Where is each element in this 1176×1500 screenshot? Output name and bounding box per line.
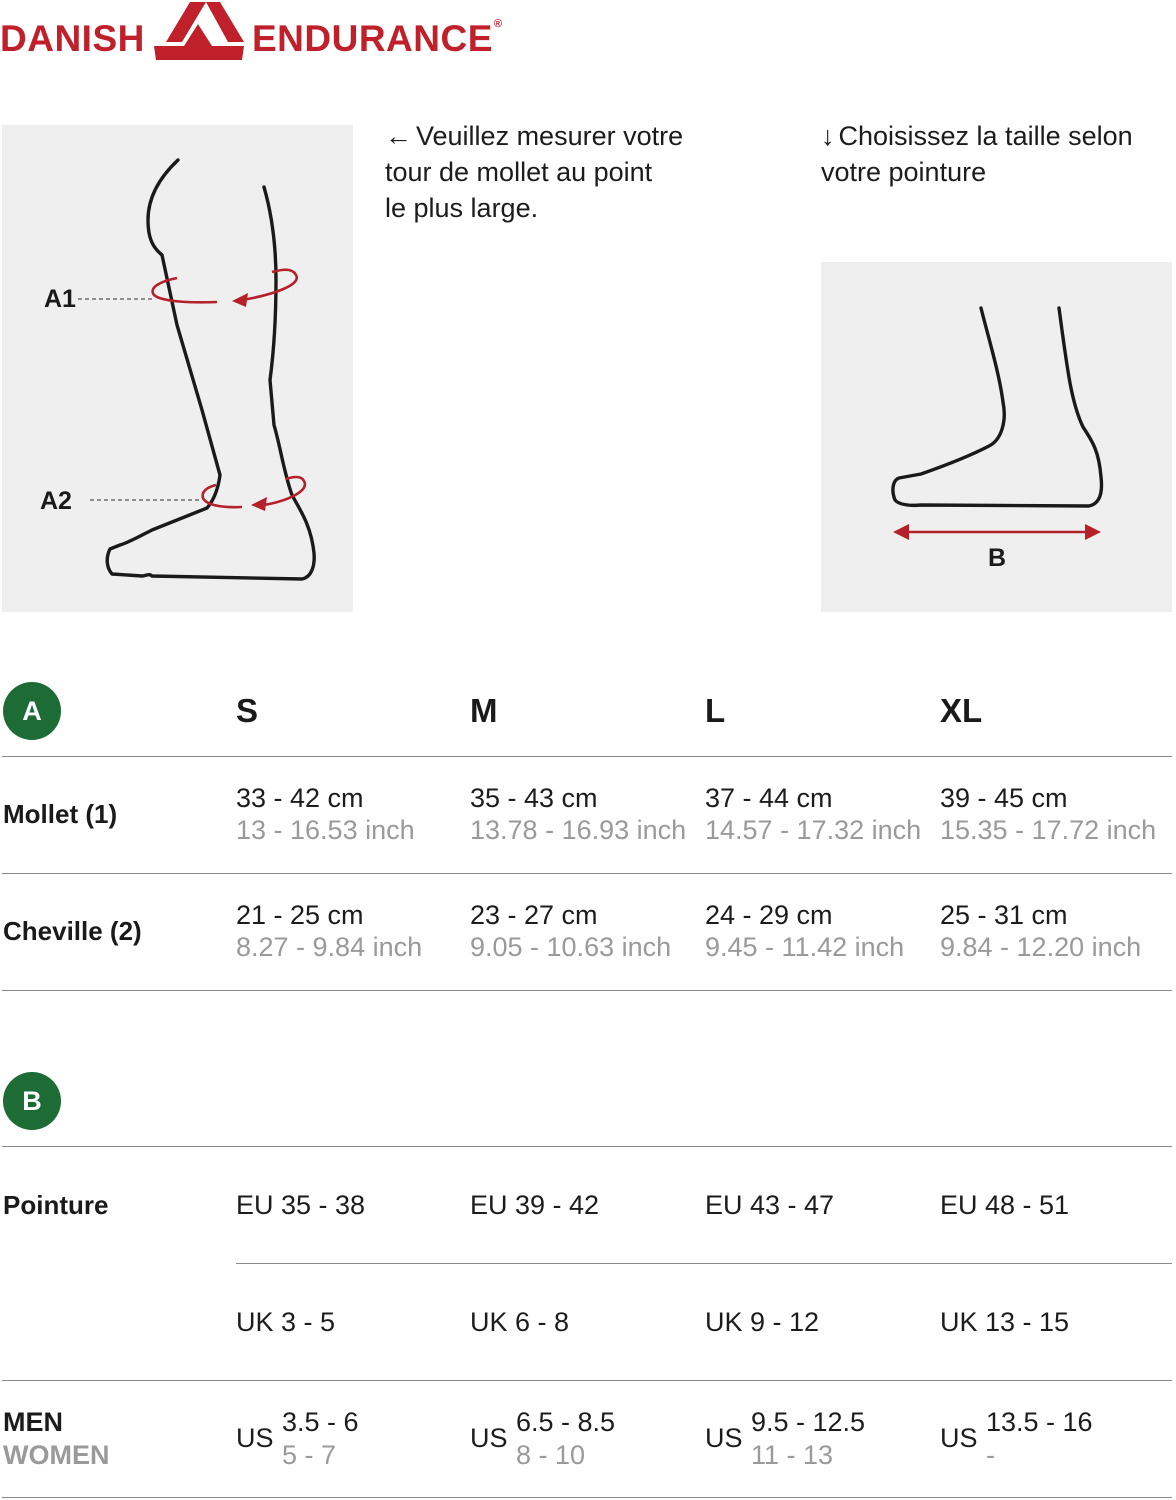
section-b-badge: B: [3, 1072, 61, 1130]
us-women-m: 8 - 10: [516, 1440, 586, 1470]
brand-word-right: [252, 18, 503, 60]
shoe-note-text-1: Choisissez la taille selon: [838, 121, 1133, 151]
cheville-s-inch: 8.27 - 9.84 inch: [236, 932, 423, 962]
calf-note-line-2: tour de mollet au point: [385, 157, 653, 187]
leg-outline-icon: [2, 125, 353, 612]
calf-measure-note: [385, 118, 715, 226]
size-head-m: M: [470, 692, 498, 729]
us-men-l: 9.5 - 12.5: [751, 1407, 866, 1437]
row-label-cheville: Cheville (2): [3, 916, 142, 946]
divider: [2, 1380, 1172, 1381]
us-men-xl: 13.5 - 16: [986, 1407, 1093, 1437]
shoe-size-note: [821, 118, 1171, 190]
row-label-mollet: Mollet (1): [3, 799, 118, 829]
brand-word-right-text: ENDURANCE: [252, 18, 493, 59]
section-a-badge: A: [3, 682, 61, 740]
calf-note-text-1: Veuillez mesurer votre: [416, 121, 684, 151]
divider: [2, 1146, 1172, 1147]
row-label-pointure: Pointure: [3, 1190, 109, 1220]
us-women-s: 5 - 7: [282, 1440, 337, 1470]
size-head-xl: XL: [940, 692, 983, 729]
size-head-l: L: [705, 692, 726, 729]
us-women-xl: -: [986, 1440, 995, 1470]
us-men-s: 3.5 - 6: [282, 1407, 359, 1437]
us-men-m: 6.5 - 8.5: [516, 1407, 616, 1437]
brand-mountain-icon: [154, 2, 244, 60]
mollet-xl-cm: 39 - 45 cm: [940, 783, 1068, 813]
size-head-s: S: [236, 692, 259, 729]
cheville-xl-inch: 9.84 - 12.20 inch: [940, 932, 1142, 962]
uk-size-m: UK 6 - 8: [470, 1307, 570, 1337]
label-a1: A1: [44, 285, 76, 313]
shoe-note-line-1: [821, 118, 1171, 154]
cheville-l-cm: 24 - 29 cm: [705, 900, 833, 930]
eu-size-s: EU 35 - 38: [236, 1190, 366, 1220]
us-prefix: US: [470, 1423, 508, 1453]
calf-note-line-3: le plus large.: [385, 193, 539, 223]
mollet-s-inch: 13 - 16.53 inch: [236, 815, 415, 845]
us-prefix: US: [236, 1423, 274, 1453]
women-label: WOMEN: [3, 1440, 110, 1470]
cheville-m-inch: 9.05 - 10.63 inch: [470, 932, 672, 962]
divider: [2, 873, 1172, 874]
divider: [236, 1263, 1172, 1264]
cheville-s-cm: 21 - 25 cm: [236, 900, 364, 930]
us-prefix: US: [940, 1423, 978, 1453]
men-label: MEN: [3, 1407, 63, 1437]
uk-size-s: UK 3 - 5: [236, 1307, 336, 1337]
mollet-m-cm: 35 - 43 cm: [470, 783, 598, 813]
cheville-l-inch: 9.45 - 11.42 inch: [705, 932, 905, 962]
mollet-xl-inch: 15.35 - 17.72 inch: [940, 815, 1157, 845]
arrow-down-icon: ↓: [821, 121, 835, 151]
mollet-l-inch: 14.57 - 17.32 inch: [705, 815, 922, 845]
calf-note-line-1: [385, 118, 715, 154]
eu-size-xl: EU 48 - 51: [940, 1190, 1070, 1220]
arrow-left-icon: ←: [385, 121, 412, 151]
divider: [2, 756, 1172, 757]
mollet-m-inch: 13.78 - 16.93 inch: [470, 815, 687, 845]
eu-size-m: EU 39 - 42: [470, 1190, 600, 1220]
divider: [2, 990, 1172, 991]
uk-size-l: UK 9 - 12: [705, 1307, 820, 1337]
cheville-m-cm: 23 - 27 cm: [470, 900, 598, 930]
label-b: B: [988, 544, 1007, 572]
uk-size-xl: UK 13 - 15: [940, 1307, 1070, 1337]
cheville-xl-cm: 25 - 31 cm: [940, 900, 1068, 930]
mollet-s-cm: 33 - 42 cm: [236, 783, 364, 813]
label-a2: A2: [40, 487, 72, 515]
brand-word-left: DANISH: [0, 18, 145, 59]
shoe-note-line-2: votre pointure: [821, 157, 987, 187]
divider: [2, 1497, 1172, 1498]
brand-logo: [0, 0, 520, 62]
leg-measure-illustration: [2, 125, 353, 612]
us-prefix: US: [705, 1423, 743, 1453]
us-women-l: 11 - 13: [751, 1440, 834, 1470]
mollet-l-cm: 37 - 44 cm: [705, 783, 833, 813]
eu-size-l: EU 43 - 47: [705, 1190, 835, 1220]
registered-mark: ®: [493, 18, 503, 30]
foot-measure-illustration: [821, 262, 1172, 612]
